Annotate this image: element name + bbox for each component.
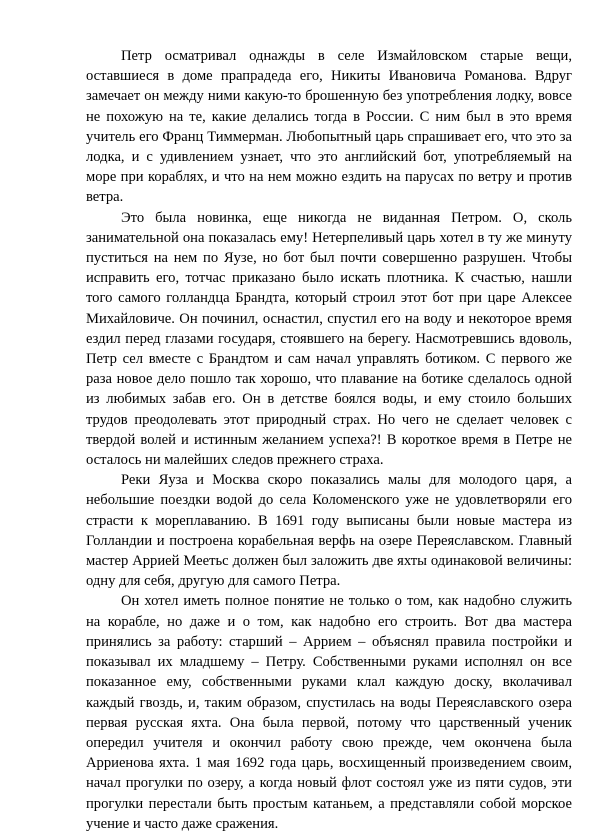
paragraph-3: Реки Яуза и Москва скоро показались малы для молодого царя, а небольшие поездки водой до села Коломенского уже не удовлетворяли его страсти к мореплаванию. В 1691 году выписаны были новые мастера из Голландии и построена корабельная верфь на озере Переяславском. Главный мастер Аррией Меетьс должен был заложить две яхты одинаковой величины: одну для себя, другую для самого Петра. bbox=[86, 472, 572, 590]
paragraph-4: Он хотел иметь полное понятие не только о том, как надобно служить на корабле, но даже и о том, как надобно его строить. Вот два мастера принялись за работу: старший – Аррием – объяснял правила постройки и показывал их младшему – Петру. Собственными руками исполнял он все показанное ему, собственными руками клал каждую доску, вколачивал каждый гвоздь, и, таким образом, спустилась на воды Переяславского озера первая русская яхта. Она была первой, потому что царственный ученик опередил учителя и окончил работу свою прежде, чем окончена была Арриенова яхта. 1 мая 1692 года царь, восхищенный произведением своим, начал прогулки по озеру, а когда новый флот состоял уже из пяти судов, эти прогулки перестали быть простым катаньем, а представляли собой морское учение и часто даже сражения. bbox=[86, 593, 572, 832]
paragraph-2: Это была новинка, еще никогда не виданная Петром. О, сколь занимательной она показалась ему! Нетерпеливый царь хотел в ту же минуту пуститься на нем по Яузе, но бот был почти совершенно разрушен. Чтобы исправить его, тотчас приказано было искать плотника. К счастью, нашли того самого голландца Брандта, который строил этот бот при царе Алексее Михайловиче. Он починил, оснастил, спустил его на воду и некоторое время ездил перед глазами государя, стоявшего на берегу. Насмотревшись вдоволь, Петр сел вместе с Брандтом и сам начал управлять ботиком. С первого же раза новое дело пошло так хорошо, что плавание на ботике сделалось одной из любимых забав его. Он в детстве боялся воды, и ему стоило больших трудов преодолевать этот природный страх. Но чего не сделает человек с твердой волей и истинным желанием успеха?! В короткое время в Петре не осталось ни малейших следов прежнего страха. bbox=[86, 209, 572, 469]
paragraph-1: Петр осматривал однажды в селе Измайловском старые вещи, оставшиеся в доме прапрадеда его, Никиты Ивановича Романова. Вдруг замечает он между ними какую-то брошенную без употребления лодку, вовсе не похожую на те, какие делались тогда в России. С ним был в это время учитель его Франц Тиммерман. Любопытный царь спрашивает его, что это за лодка, и с удивлением узнает, что это английский бот, употребляемый на море при кораблях, и что на нем можно ездить на парусах по ветру и против ветра. bbox=[86, 48, 572, 206]
document-page bbox=[86, 46, 572, 834]
